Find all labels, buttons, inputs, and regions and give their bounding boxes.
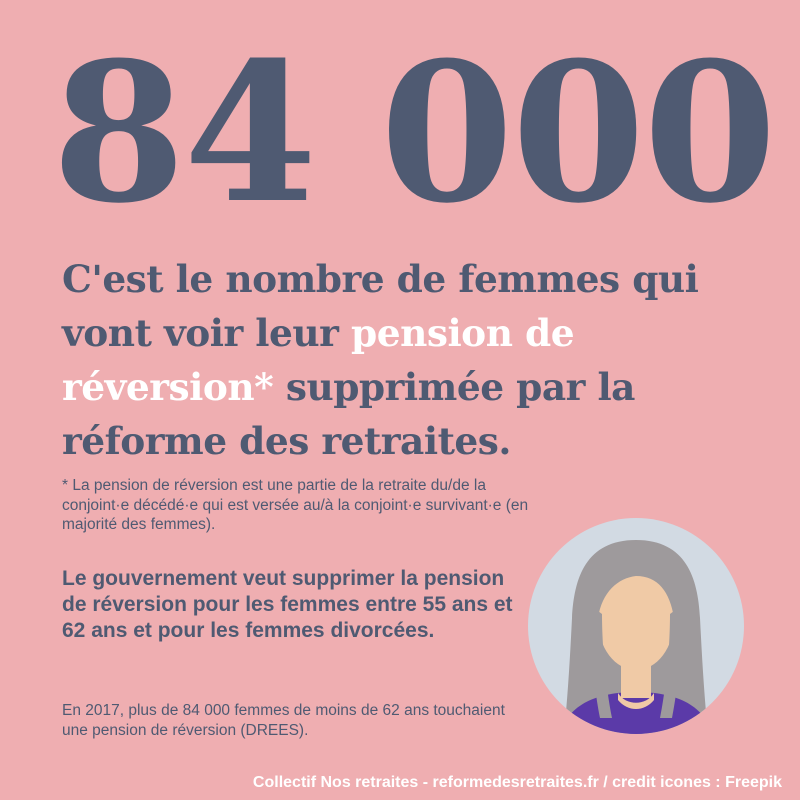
headline-part2: supprimée par la réforme des retraites. [62, 365, 635, 463]
footnote: * La pension de réversion est une partie de la retraite du/de la conjoint·e décédé·e qui est versée au/à la conjoint·e survivant·e (en majorité des femmes). [62, 477, 529, 533]
woman-avatar-icon [528, 518, 744, 734]
headline-part1: C'est le nombre de femmes qui vont voir leur [62, 257, 699, 355]
big-number: 84 000 [52, 21, 775, 246]
credit-line: Collectif Nos retraites - reformedesretraites.fr / credit icones : Freepik [252, 774, 782, 791]
statement: Le gouvernement veut supprimer la pension de réversion pour les femmes entre 55 ans et 62 ans et pour les femmes divorcées. [62, 567, 513, 642]
source-note: En 2017, plus de 84 000 femmes de moins de 62 ans touchaient une pension de réversion (DREES). [62, 702, 505, 739]
headline-highlight: pension de réversion* [62, 311, 575, 409]
headline [62, 252, 762, 468]
